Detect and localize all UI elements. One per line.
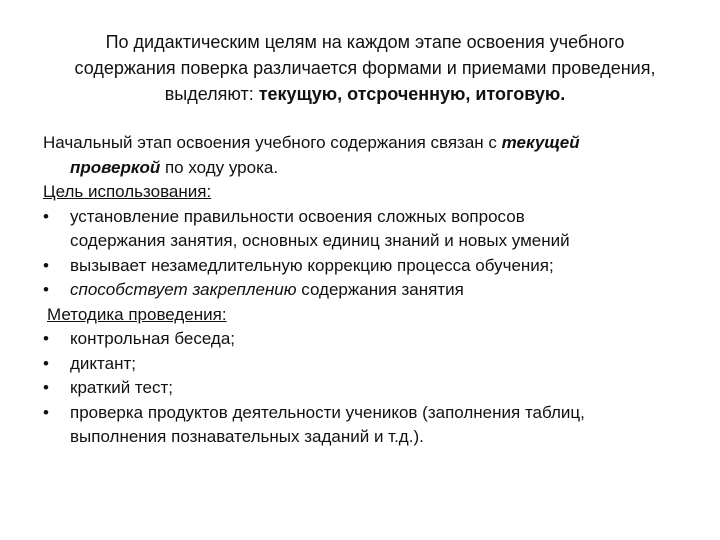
intro-line-1 xyxy=(43,131,683,156)
header-check-types: текущую, отсроченную, итоговую. xyxy=(258,84,566,104)
bullet-icon: • xyxy=(43,206,49,226)
bullet-icon: • xyxy=(43,402,49,422)
header-line-1: По дидактическим целям на каждом этапе освоения учебного xyxy=(105,32,625,52)
goal-item-1-line-2: содержания занятия, основных единиц знаний и новых умений xyxy=(70,231,570,250)
method-item-2: диктант; xyxy=(70,353,136,373)
list-item xyxy=(43,401,683,426)
intro-text: Начальный этап освоения учебного содержания связан с xyxy=(43,133,502,152)
method-title: Методика проведения: xyxy=(47,304,227,324)
method-item-3: краткий тест; xyxy=(70,378,173,397)
bullet-icon: • xyxy=(43,378,49,397)
list-item xyxy=(43,254,683,279)
bullet-icon: • xyxy=(43,280,49,299)
header-line-3-prefix: выделяют: xyxy=(164,84,259,104)
method-item-1: контрольная беседа; xyxy=(70,329,236,348)
method-item-4-line-2: выполнения познавательных заданий и т.д.). xyxy=(70,427,424,446)
goal-item-3-italic: способствует закреплению xyxy=(70,280,297,299)
slide-body xyxy=(43,131,683,450)
header-line-3 xyxy=(40,81,690,107)
method-title-line xyxy=(43,303,683,328)
list-item xyxy=(43,327,683,352)
header-line-2: содержания поверка различается формами и приемами проведения, xyxy=(74,58,656,78)
slide-header xyxy=(40,29,690,107)
intro-tail: по ходу урока. xyxy=(160,157,279,177)
list-item xyxy=(43,352,683,377)
goal-item-3-rest: содержания занятия xyxy=(296,280,464,299)
bullet-icon: • xyxy=(43,353,49,373)
bullet-icon: • xyxy=(43,255,49,275)
goal-item-3 xyxy=(70,278,464,303)
goal-item-2: вызывает незамедлительную коррекцию процесса обучения; xyxy=(70,255,554,275)
intro-line-2 xyxy=(43,156,683,181)
intro-emphasis-1: текущей xyxy=(501,133,580,152)
intro-emphasis-2: проверкой xyxy=(70,157,161,177)
goal-title: Цель использования: xyxy=(43,182,212,201)
list-item xyxy=(43,278,683,303)
method-item-4-line-1: проверка продуктов деятельности учеников (заполнения таблиц, xyxy=(70,402,585,422)
bullet-icon: • xyxy=(43,329,49,348)
list-item xyxy=(43,376,683,401)
list-item xyxy=(43,205,683,230)
goal-item-1-line-1: установление правильности освоения сложных вопросов xyxy=(70,206,525,226)
